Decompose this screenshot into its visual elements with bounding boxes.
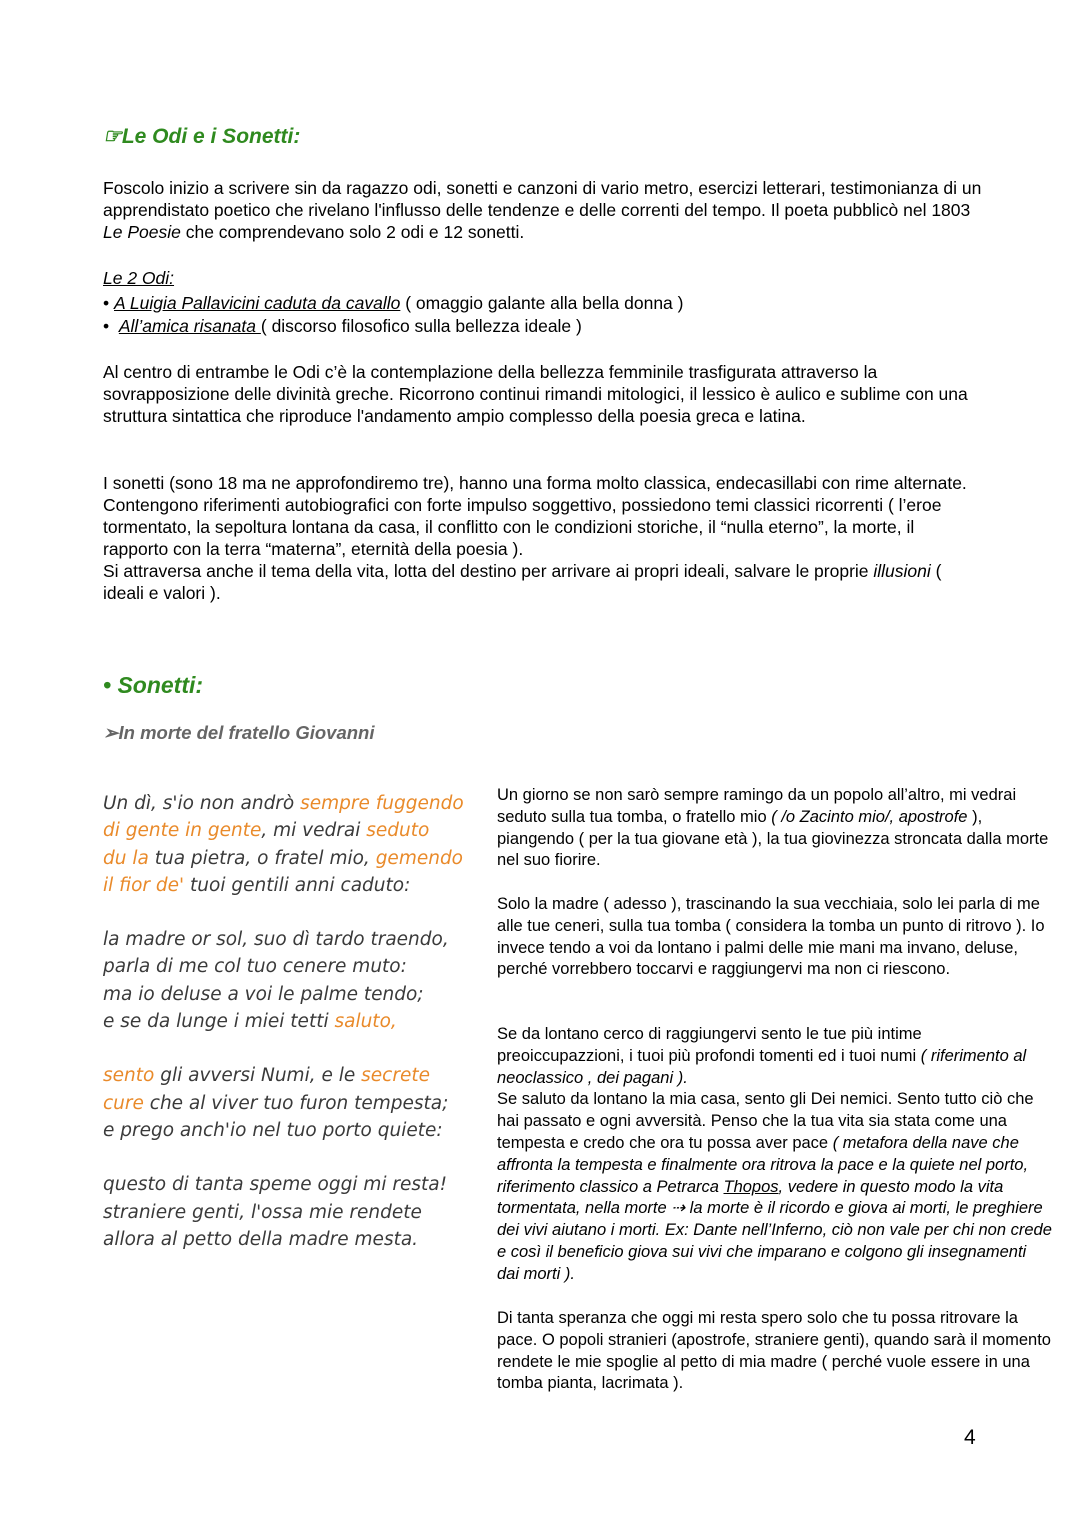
- verse: [103, 845, 473, 872]
- paraphrase-1: [497, 785, 1052, 872]
- bullet: •: [103, 672, 112, 698]
- text: e se da lunge i miei tetti: [103, 1011, 335, 1033]
- verse: questo di tanta speme oggi mi resta!: [103, 1174, 448, 1196]
- pointing-hand-icon: ☞: [103, 125, 122, 148]
- verse: e prego anch'io nel tuo porto quiete:: [103, 1119, 443, 1141]
- poem-title-text: In morte del fratello Giovanni: [118, 722, 375, 743]
- stanza: [103, 790, 473, 899]
- verse: [103, 1062, 473, 1089]
- highlight: di gente in gente: [103, 820, 262, 842]
- emphasis: ( /o Zacinto mio/, apostrofe: [771, 807, 968, 826]
- ode-title: All’amica risanata: [118, 316, 261, 336]
- highlight: il fior de': [103, 874, 185, 896]
- verse: parla di me col tuo cenere muto:: [103, 956, 407, 978]
- text: , mi vedrai: [261, 820, 367, 842]
- poem-title: [103, 722, 374, 744]
- verse: straniere genti, l'ossa mie rendete: [103, 1201, 422, 1223]
- sonetti-text-c: [103, 560, 968, 604]
- ode-desc: ( discorso filosofico sulla bellezza ideale ): [260, 316, 582, 336]
- highlight: seduto: [366, 820, 430, 842]
- sonetti-text-a: I sonetti (sono 18 ma ne approfondiremo tre), hanno una forma molto classica, endecasillabi con rime alternate.: [103, 473, 967, 493]
- section-heading-text: Le Odi e i Sonetti:: [121, 125, 301, 148]
- odi-title: Le 2 Odi:: [103, 268, 175, 288]
- paraphrase-4: Di tanta speranza che oggi mi resta spero solo che tu possa ritrovare la pace. O popoli stranieri (apostrofe, straniere genti), quando sarà il momento rendete le mie spoglie al petto di mia madre ( perché vuole essere in una tomba pianta, lacrimata ).: [497, 1309, 1051, 1393]
- highlight: du la: [103, 847, 149, 869]
- verse: [103, 872, 473, 899]
- stanza: [103, 926, 473, 1035]
- odi-paragraph: Al centro di entrambe le Odi c’è la contemplazione della bellezza femminile trasfigurata attraverso la sovrapposizione delle divinità greche. Ricorrono continui rimandi mitologici, il lessico è aulico e sublime con una struttura sintattica che riproduce l'andamento ampio complesso della poesia greca e latina.: [103, 362, 968, 426]
- verse: [103, 1008, 473, 1035]
- bullet: •: [103, 316, 110, 336]
- highlight: secrete: [361, 1065, 430, 1087]
- text: Se da lontano cerco di raggiungervi sento le tue più intime preoiccupazzioni, i tuoi più profondi tomenti ed i tuoi numi: [497, 1025, 922, 1065]
- text: Si attraversa anche il tema della vita, lotta del destino per arrivare ai propri ideali, salvare le proprie: [103, 561, 874, 581]
- verse: [103, 790, 473, 817]
- text: tua pietra, o fratel mio,: [148, 847, 376, 869]
- paraphrase-3: [497, 1024, 1052, 1286]
- text: ), piangendo ( per la tua giovane età ), la tua giovinezza stroncata dalla morte nel suo fiorire.: [497, 807, 1049, 870]
- highlight: sempre fuggendo: [300, 793, 464, 814]
- verse: ma io deluse a voi le palme tendo;: [103, 983, 424, 1005]
- intro-paragraph: [103, 177, 983, 243]
- emphasis: ( metafora della nave che affronta la tempesta e finalmente ora ritrova la pace e la quiete nel porto, riferimento classico a Petrarca: [497, 1133, 1029, 1196]
- page-number: 4: [964, 1426, 976, 1449]
- paraphrase-2: Solo la madre ( adesso ), trascinando la sua vecchiaia, solo lei parla di me alle tue ceneri, sulla tua tomba ( considera la tomba un punto di ritrovo ). Io invece tendo a voi da lontano i palmi delle mie mani ma invano, deluse, perché vorrebbero toccarvi e raggiungervi ma non ci riescono.: [497, 895, 1045, 979]
- highlight: sento: [103, 1065, 155, 1087]
- ode-desc: ( omaggio galante alla bella donna ): [400, 293, 684, 313]
- verse: allora al petto della madre mesta.: [103, 1228, 419, 1250]
- poem: [103, 790, 473, 1280]
- arrow-icon: ➢: [103, 722, 119, 743]
- stanza: [103, 1171, 473, 1253]
- list-item: [103, 292, 683, 315]
- verse: [103, 817, 473, 844]
- sonetti-paragraph: [103, 472, 968, 604]
- highlight: saluto,: [334, 1011, 397, 1033]
- text: che al viver tuo furon tempesta;: [143, 1092, 449, 1114]
- text: ( ideali e valori ).: [103, 561, 942, 603]
- emphasis: illusioni: [873, 561, 931, 581]
- text: Un dì, s'io non andrò: [103, 793, 301, 814]
- text: gli avversi Numi, e le: [154, 1065, 362, 1087]
- sonetti-heading: [103, 672, 203, 699]
- intro-text-end: che comprendevano solo 2 odi e 12 sonetti.: [180, 222, 525, 242]
- highlight: gemendo: [375, 847, 464, 869]
- emphasis: , vedere in questo modo la vita tormentata, nella morte ⇢ la morte è il ricordo e giova ai morti, le preghiere dei vivi aiutano i morti. Ex: Dante nell’Inferno, ciò non vale per chi non crede e così il beneficio giova sui vivi che imparano e colgono gli insegnamenti dai morti ).: [497, 1177, 1052, 1283]
- text: Un giorno se non sarò sempre ramingo da un popolo all’altro, mi vedrai seduto sulla tua tomba, o fratello mio: [497, 786, 1017, 826]
- text: Se saluto da lontano la mia casa, sento gli Dei nemici. Sento tutto ciò che hai passato e ogni avversità. Penso che la tua vita sia stata come una tempesta e credo che ora tu possa aver pace: [497, 1090, 1034, 1152]
- intro-text: Foscolo inizio a scrivere sin da ragazzo odi, sonetti e canzoni di vario metro, esercizi letterari, testimonianza di un apprendistato poetico che rivelano l'influsso delle tendenze e delle correnti del tempo. Il poeta pubblicò nel 1803: [103, 178, 982, 220]
- odi-list: [103, 292, 683, 338]
- sonetti-heading-text: Sonetti:: [117, 672, 204, 698]
- highlight: cure: [103, 1092, 144, 1114]
- emphasis: ( riferimento al neoclassico , dei pagani ).: [497, 1046, 1027, 1087]
- text: tuoi gentili anni caduto:: [184, 874, 411, 896]
- bullet: •: [103, 293, 110, 313]
- section-heading: [103, 124, 300, 149]
- verse: la madre or sol, suo dì tardo traendo,: [103, 929, 449, 951]
- emphasis-underlined: Thopos: [723, 1177, 779, 1196]
- sonetti-text-b: Contengono riferimenti autobiografici con forte impulso soggettivo, possiedono temi classici ricorrenti ( l’eroe tormentato, la sepoltura lontana da casa, il conflitto con le condizioni storiche, il “nulla eterno”, la morte, il rapporto con la terra “materna”, eternità della poesia ).: [103, 495, 942, 559]
- verse: [103, 1090, 473, 1117]
- ode-title: A Luigia Pallavicini caduta da cavallo: [114, 293, 401, 313]
- list-item: [103, 315, 683, 338]
- intro-emphasis: Le Poesie: [103, 222, 181, 242]
- stanza: [103, 1062, 473, 1144]
